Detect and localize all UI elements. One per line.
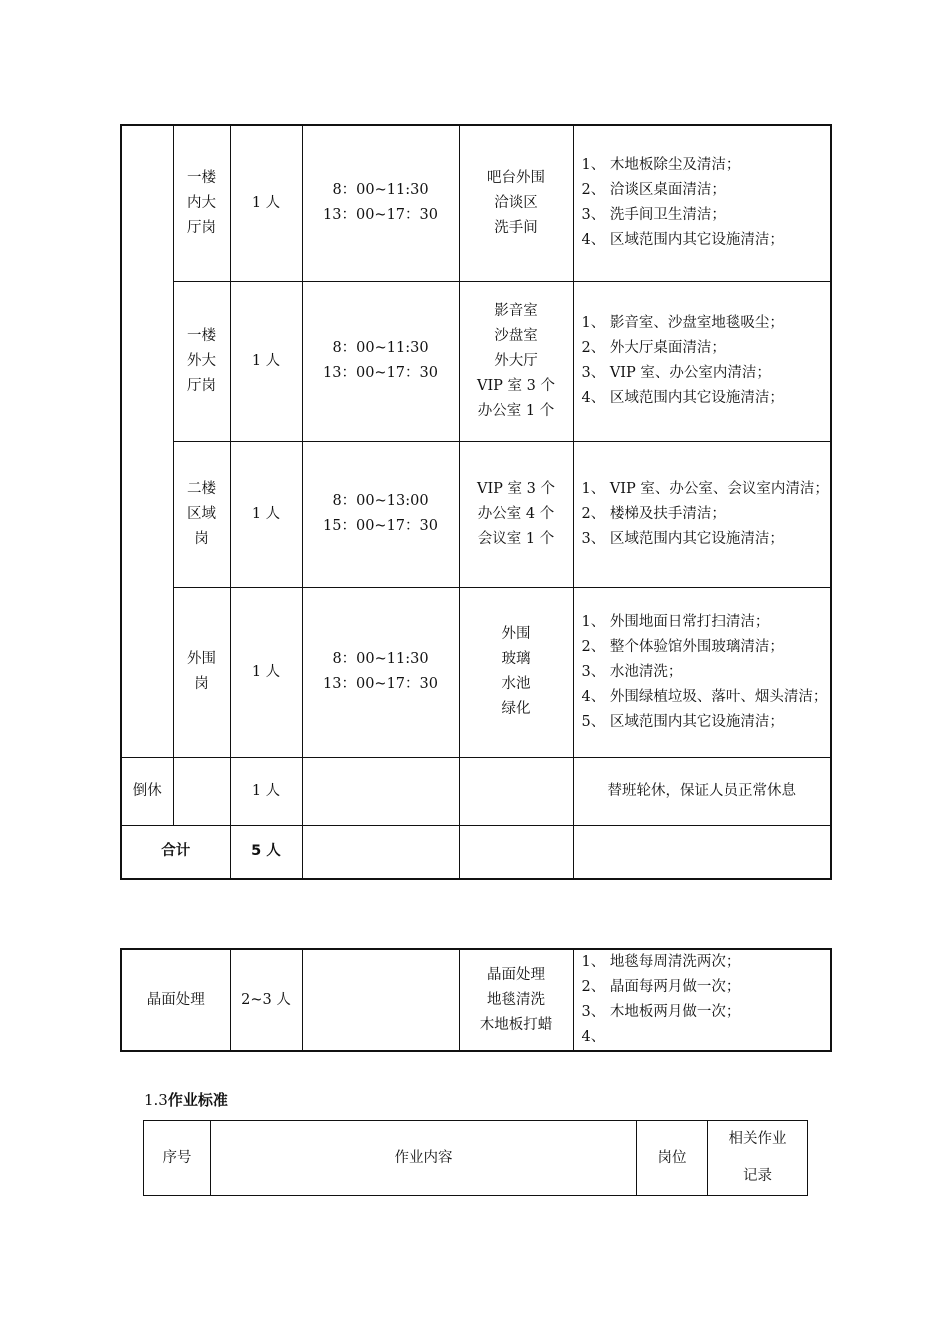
time-cell: 8：00~11:30 13：00~17：30 xyxy=(302,587,459,757)
col-record-header: 相关作业 记录 xyxy=(708,1121,808,1196)
post-cell: 外围 岗 xyxy=(173,587,230,757)
time-cell: 8：00~11:30 13：00~17：30 xyxy=(302,125,459,281)
count-cell: 1 人 xyxy=(230,757,302,825)
table-row xyxy=(121,587,831,757)
table-row xyxy=(121,125,831,281)
area-cell: VIP 室 3 个 办公室 4 个 会议室 1 个 xyxy=(459,441,573,587)
standard-table xyxy=(143,1120,808,1196)
total-label: 合计 xyxy=(121,825,230,879)
tasks-cell: 1、 地毯每周清洗两次； 2、 晶面每两月做一次； 3、 木地板两月做一次； 4、 xyxy=(573,949,831,1051)
empty-cell xyxy=(302,949,459,1051)
table-row xyxy=(121,949,831,1051)
empty-cell xyxy=(302,757,459,825)
empty-cell xyxy=(573,825,831,879)
empty-cell xyxy=(459,825,573,879)
area-cell: 影音室 沙盘室 外大厅 VIP 室 3 个 办公室 1 个 xyxy=(459,281,573,441)
crystal-label: 晶面处理 xyxy=(121,949,230,1051)
rest-note: 替班轮休，保证人员正常休息 xyxy=(573,757,831,825)
tasks-cell: 1、 影音室、沙盘室地毯吸尘； 2、 外大厅桌面清洁； 3、 VIP 室、办公室内清洁； 4、 区域范围内其它设施清洁； xyxy=(573,281,831,441)
time-cell: 8：00~11:30 13：00~17：30 xyxy=(302,281,459,441)
tasks-cell: 1、 VIP 室、办公室、会议室内清洁； 2、 楼梯及扶手清洁； 3、 区域范围内其它设施清洁； xyxy=(573,441,831,587)
area-cell: 晶面处理 地毯清洗 木地板打蜡 xyxy=(459,949,573,1051)
group-cell xyxy=(121,125,173,757)
count-cell: 1 人 xyxy=(230,125,302,281)
table-row xyxy=(121,281,831,441)
count-cell: 1 人 xyxy=(230,281,302,441)
section-number: 1.3 xyxy=(144,1091,168,1109)
area-cell: 外围 玻璃 水池 绿化 xyxy=(459,587,573,757)
empty-cell xyxy=(459,757,573,825)
section-title: 作业标准 xyxy=(167,1091,228,1109)
rest-row xyxy=(121,757,831,825)
post-cell: 二楼 区域 岗 xyxy=(173,441,230,587)
tasks-cell: 1、 木地板除尘及清洁； 2、 洽谈区桌面清洁； 3、 洗手间卫生清洁； 4、 区域范围内其它设施清洁； xyxy=(573,125,831,281)
section-heading xyxy=(144,1089,228,1110)
count-cell: 1 人 xyxy=(230,441,302,587)
total-count: 5 人 xyxy=(230,825,302,879)
tasks-cell: 1、 外围地面日常打扫清洁； 2、 整个体验馆外围玻璃清洁； 3、 水池清洗； 4、 外围绿植垃圾、落叶、烟头清洁； 5、 区域范围内其它设施清洁； xyxy=(573,587,831,757)
count-cell: 1 人 xyxy=(230,587,302,757)
area-cell: 吧台外围 洽谈区 洗手间 xyxy=(459,125,573,281)
post-cell: 一楼 内大 厅岗 xyxy=(173,125,230,281)
total-row xyxy=(121,825,831,879)
col-no-header: 序号 xyxy=(144,1121,211,1196)
count-cell: 2~3 人 xyxy=(230,949,302,1051)
table-row xyxy=(121,441,831,587)
header-row xyxy=(144,1121,808,1196)
col-content-header: 作业内容 xyxy=(211,1121,637,1196)
post-cell: 一楼 外大 厅岗 xyxy=(173,281,230,441)
empty-cell xyxy=(302,825,459,879)
col-post-header: 岗位 xyxy=(637,1121,708,1196)
time-cell: 8：00~13:00 15：00~17：30 xyxy=(302,441,459,587)
empty-cell xyxy=(173,757,230,825)
rest-label: 倒休 xyxy=(121,757,173,825)
schedule-table xyxy=(120,124,832,880)
crystal-table xyxy=(120,948,832,1052)
